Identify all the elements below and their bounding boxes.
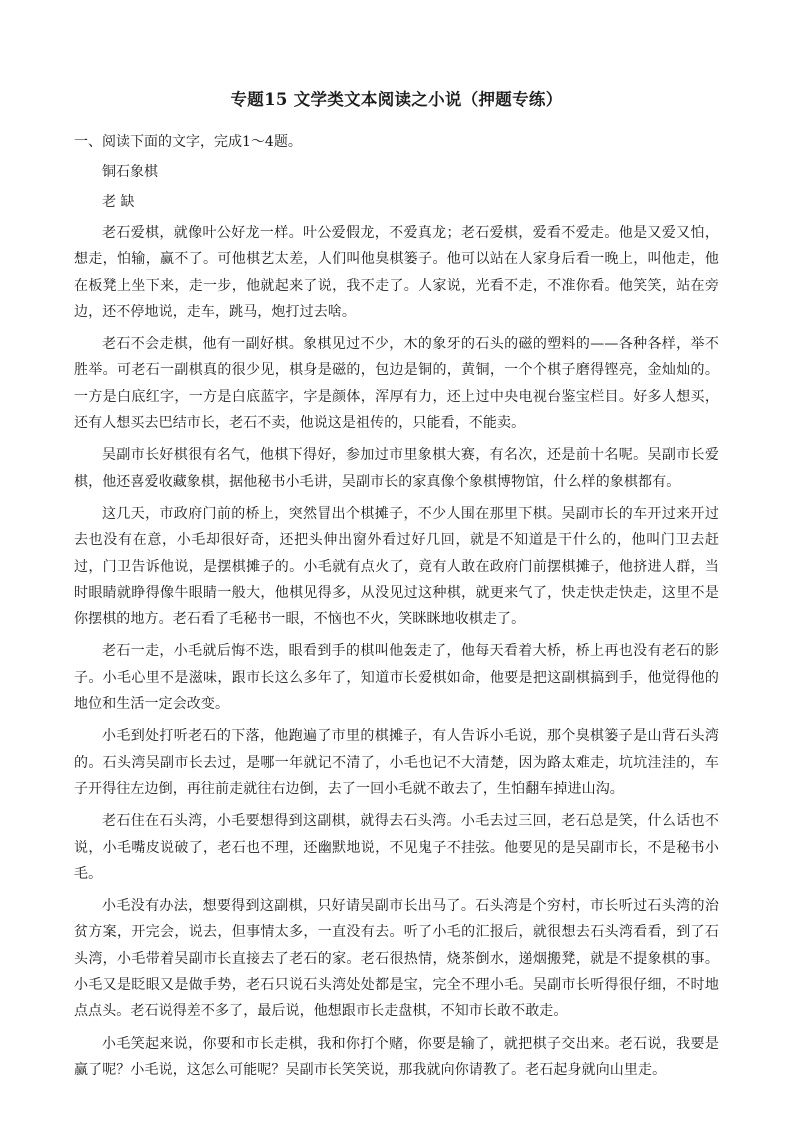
story-paragraph: 老石爱棋，就像叶公好龙一样。叶公爱假龙，不爱真龙；老石爱棋，爱看不爱走。他是又爱又怕，想走，怕输，赢不了。可他棋艺太差，人们叫他臭棋篓子。他可以站在人家身后看一晚上，叫他走，他在板凳上坐下来，走一步，他就起来了说，我不走了。人家说，光看不走，不准你看。他笑笑，站在旁边，还不停地说，走车，跳马，炮打过去啥。 — [74, 225, 719, 320]
story-paragraph: 老石一走，小毛就后悔不迭，眼看到手的棋叫他轰走了，他每天看着大桥，桥上再也没有老石的影子。小毛心里不是滋味，跟市长这么多年了，知道市长爱棋如命，他要是把这副棋搞到手，他觉得他的地位和生活一定会改变。 — [74, 643, 719, 713]
document-page — [74, 88, 719, 1089]
story-paragraph: 小毛没有办法，想要得到这副棋，只好请吴副市长出马了。石头湾是个穷村，市长听过石头湾的治贫方案，开完会，说去，但事情太多，一直没有去。听了小毛的汇报后，就很想去石头湾看看，到了石头湾，小毛带着吴副市长直接去了老石的家。老石很热情，烧茶倒水，递烟搬凳，就是不提象棋的事。小毛又是眨眼又是做手势，老石只说石头湾处处都是宝，完全不理小毛。吴副市长听得很仔细，不时地点点头。老石说得差不多了，最后说，他想跟市长走盘棋，不知市长敢不敢走。 — [74, 898, 719, 1020]
story-paragraph: 吴副市长好棋很有名气，他棋下得好，参加过市里象棋大赛，有名次，还是前十名呢。吴副市长爱棋，他还喜爱收藏象棋，据他秘书小毛讲，吴副市长的家真像个象棋博物馆，什么样的象棋都有。 — [74, 447, 719, 490]
question-instruction: 一、阅读下面的文字，完成1～4题。 — [74, 134, 302, 150]
story-paragraph: 老石住在石头湾，小毛要想得到这副棋，就得去石头湾。小毛去过三回，老石总是笑，什么话也不说，小毛嘴皮说破了，老石也不理，还幽默地说，不见鬼子不挂弦。他要见的是吴副市长，不是秘书小毛。 — [74, 813, 719, 882]
document-title: 专题15 文学类文本阅读之小说（押题专练） — [230, 90, 563, 109]
story-title: 铜石象棋 — [102, 164, 158, 180]
story-paragraph: 这几天，市政府门前的桥上，突然冒出个棋摊子，不少人围在那里下棋。吴副市长的车开过来开过去也没有在意，小毛却很好奇，还把头伸出窗外看过好几回，就是不知道是干什么的，他叫门卫去赶过，门卫告诉他说，是摆棋摊子的。小毛就有点火了，竟有人敢在政府门前摆棋摊子，他挤进人群，当时眼睛就睁得像牛眼睛一般大，他棋见得多，从没见过这种棋，就更来气了，快走快走快走，这里不是你摆棋的地方。老石看了毛秘书一眼，不恼也不火，笑眯眯地收棋走了。 — [74, 505, 719, 628]
story-paragraph: 小毛到处打听老石的下落，他跑遍了市里的棋摊子，有人告诉小毛说，那个臭棋篓子是山背石头湾的。石头湾吴副市长去过，是哪一年就记不清了，小毛也记不大清楚，因为路太难走，坑坑洼洼的，车子开得往左边倒，再往前走就往右边倒，去了一回小毛就不敢去了，生怕翻车掉进山沟。 — [74, 728, 719, 797]
story-paragraph: 老石不会走棋，他有一副好棋。象棋见过不少，木的象牙的石头的磁的塑料的——各种各样，举不胜举。可老石一副棋真的很少见，棋身是磁的，包边是铜的，黄铜，一个个棋子磨得铿亮，金灿灿的。一方是白底红字，一方是白底蓝字，字是颜体，浑厚有力，还上过中央电视台鉴宝栏目。好多人想买，还有人想买去巴结市长，老石不卖，他说这是祖传的，只能看，不能卖。 — [74, 336, 719, 432]
story-author: 老 缺 — [102, 194, 135, 210]
story-paragraph: 小毛笑起来说，你要和市长走棋，我和你打个赌，你要是输了，就把棋子交出来。老石说，我要是赢了呢？小毛说，这怎么可能呢？吴副市长笑笑说，那我就向你请教了。老石起身就向山里走。 — [74, 1035, 719, 1078]
